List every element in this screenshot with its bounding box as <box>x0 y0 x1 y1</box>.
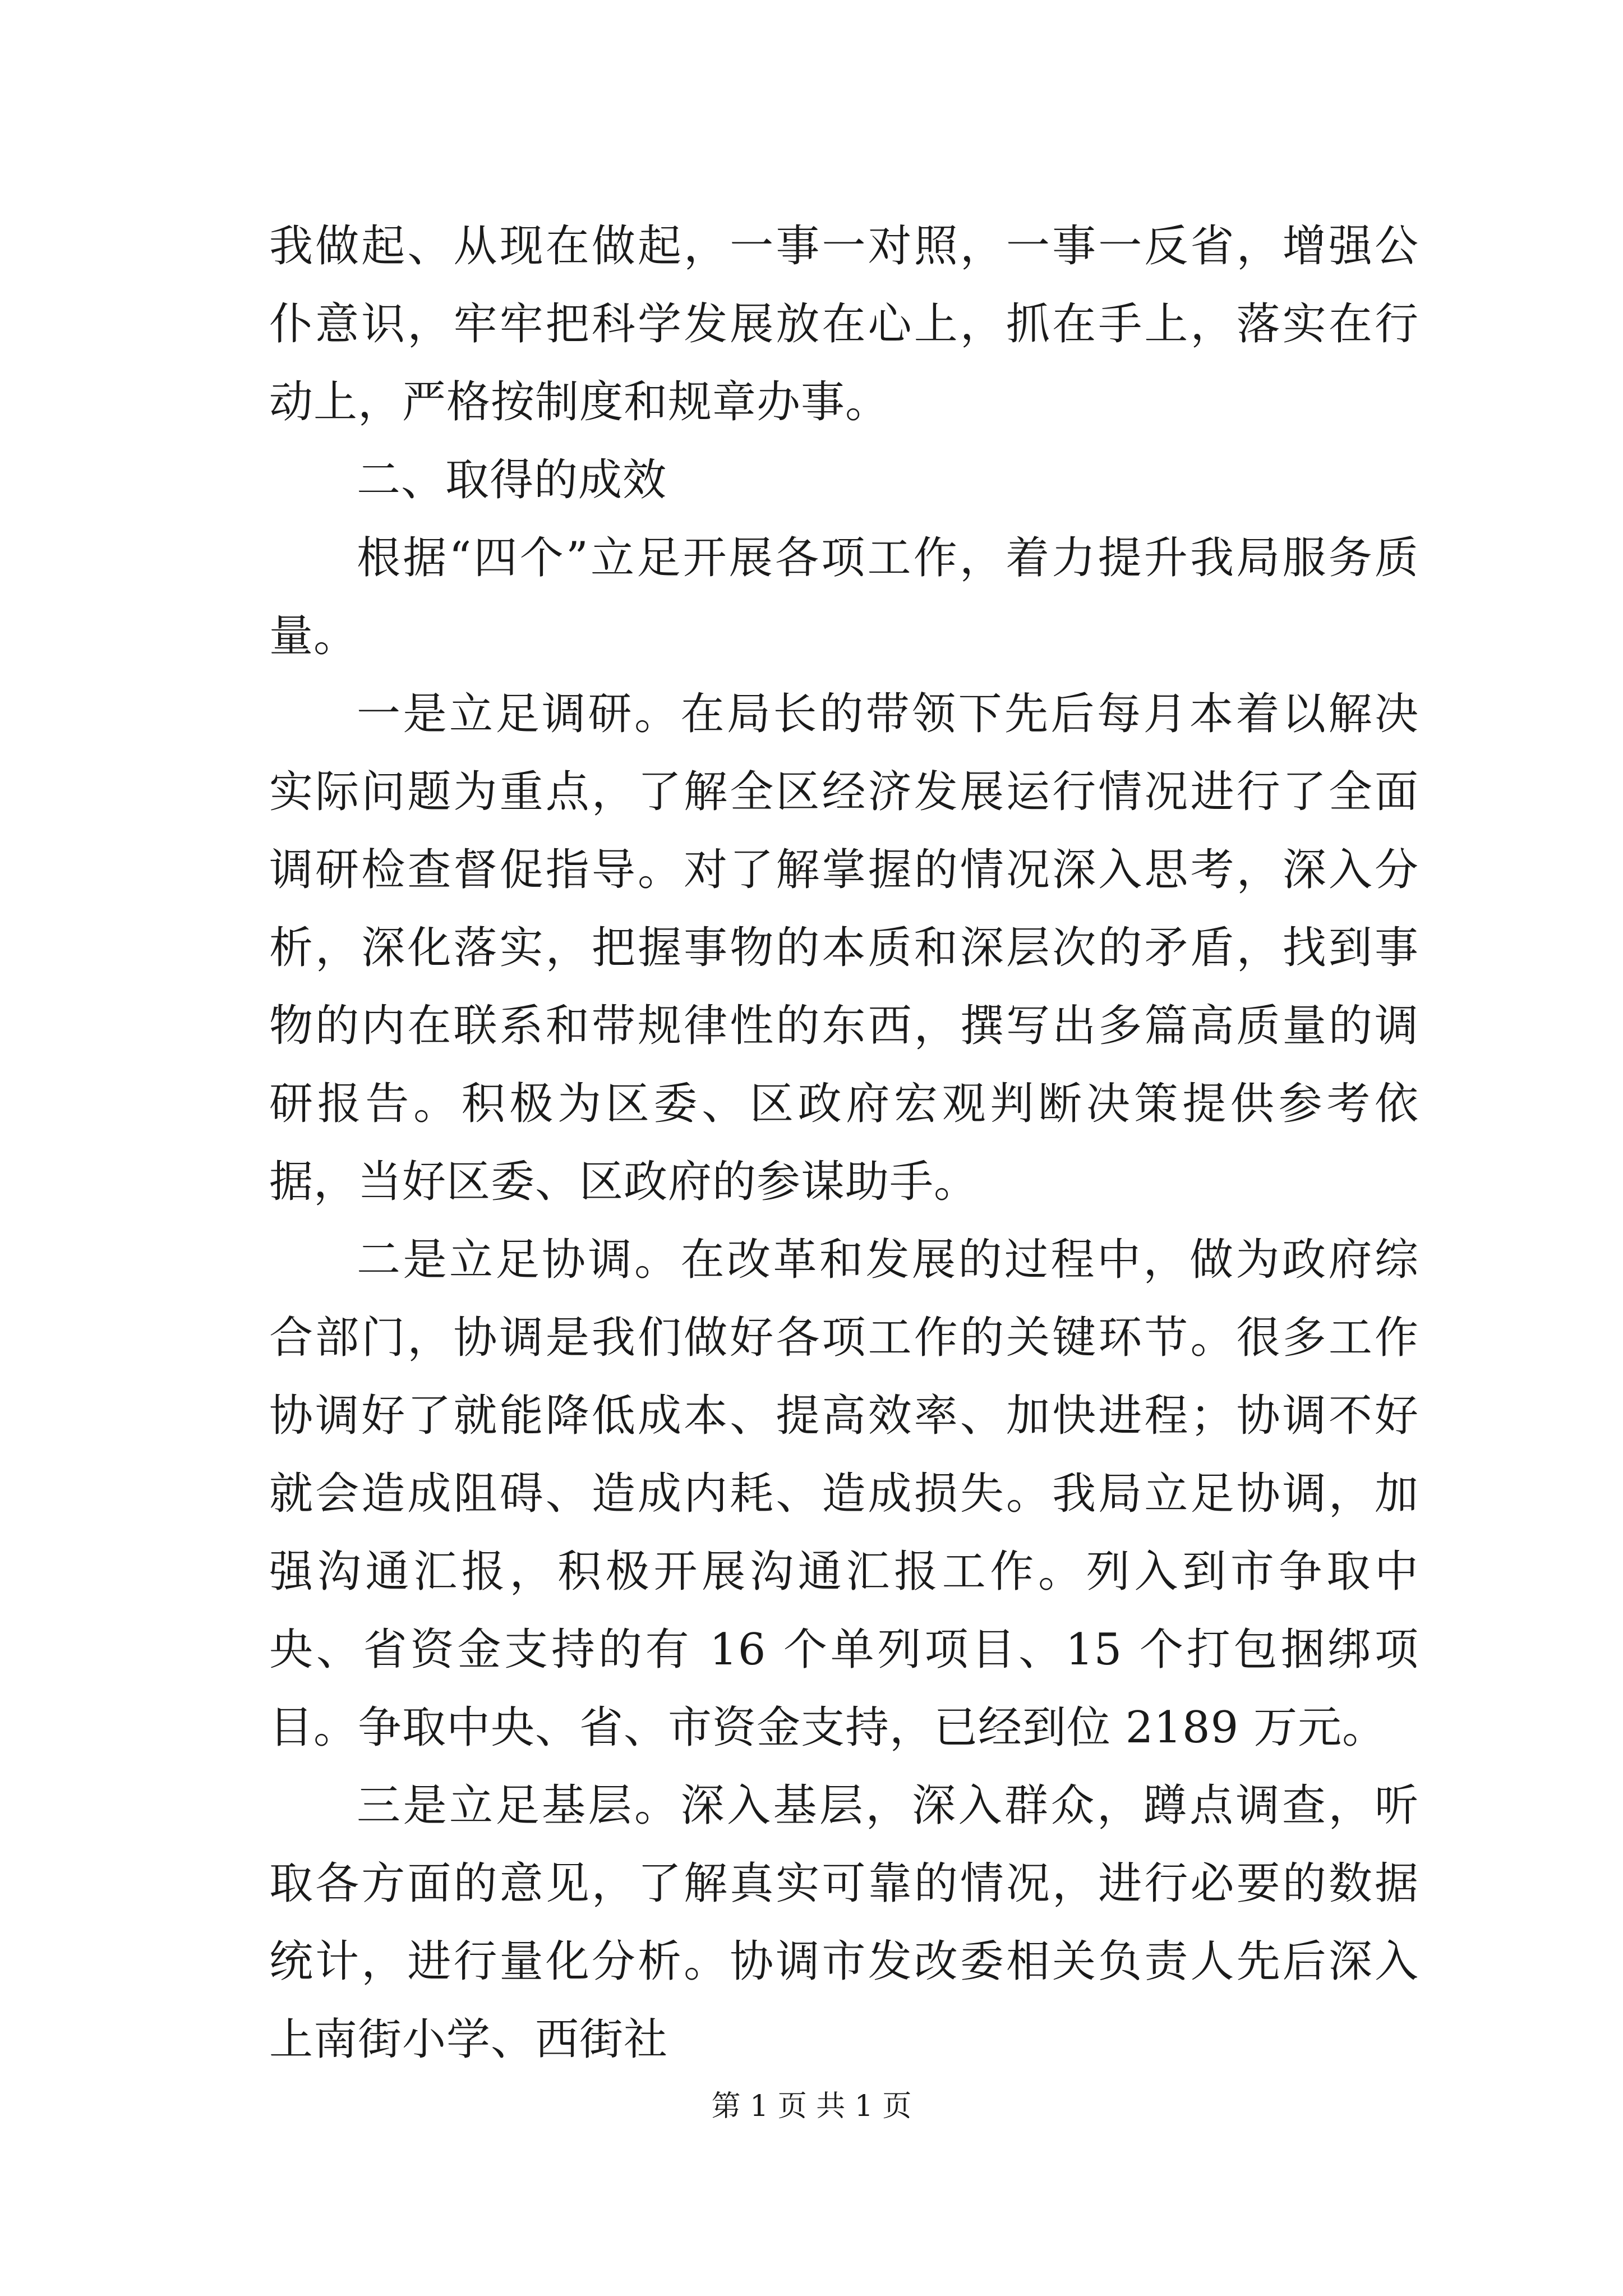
section-heading: 二、取得的成效 <box>357 455 667 505</box>
page-footer: 第 1 页 共 1 页 <box>711 2090 912 2123</box>
document-body <box>269 208 1419 2079</box>
paragraph-intro: 根据“四个”立足开展各项工作，着力提升我局服务质量。 <box>269 533 1419 661</box>
paragraph-research: 一是立足调研。在局长的带领下先后每月本着以解决实际问题为重点，了解全区经济发展运行情况进行了全面调研检查督促指导。对了解掌握的情况深入思考，深入分析，深化落实，把握事物的本质和深层次的矛盾，找到事物的内在联系和带规律性的东西，撰写出多篇高质量的调研报告。积极为区委、区政府宏观判断决策提供参考依据，当好区委、区政府的参谋助手。 <box>269 689 1419 1207</box>
paragraph-continuation: 我做起、从现在做起，一事一对照，一事一反省，增强公仆意识，牢牢把科学发展放在心上，抓在手上，落实在行动上，严格按制度和规章办事。 <box>269 221 1419 427</box>
paragraph-grassroots: 三是立足基层。深入基层，深入群众，蹲点调查，听取各方面的意见，了解真实可靠的情况，进行必要的数据统计，进行量化分析。协调市发改委相关负责人先后深入上南街小学、西街社 <box>269 1780 1419 2065</box>
paragraph-coordination: 二是立足协调。在改革和发展的过程中，做为政府综合部门，协调是我们做好各项工作的关键环节。很多工作协调好了就能降低成本、提高效率、加快进程；协调不好就会造成阻碍、造成内耗、造成损失。我局立足协调，加强沟通汇报，积极开展沟通汇报工作。列入到市争取中央、省资金支持的有 16 个单列项目、15 个打包捆绑项目。争取中央、省、市资金支持，已经到位 2189 万元。 <box>269 1235 1419 1753</box>
